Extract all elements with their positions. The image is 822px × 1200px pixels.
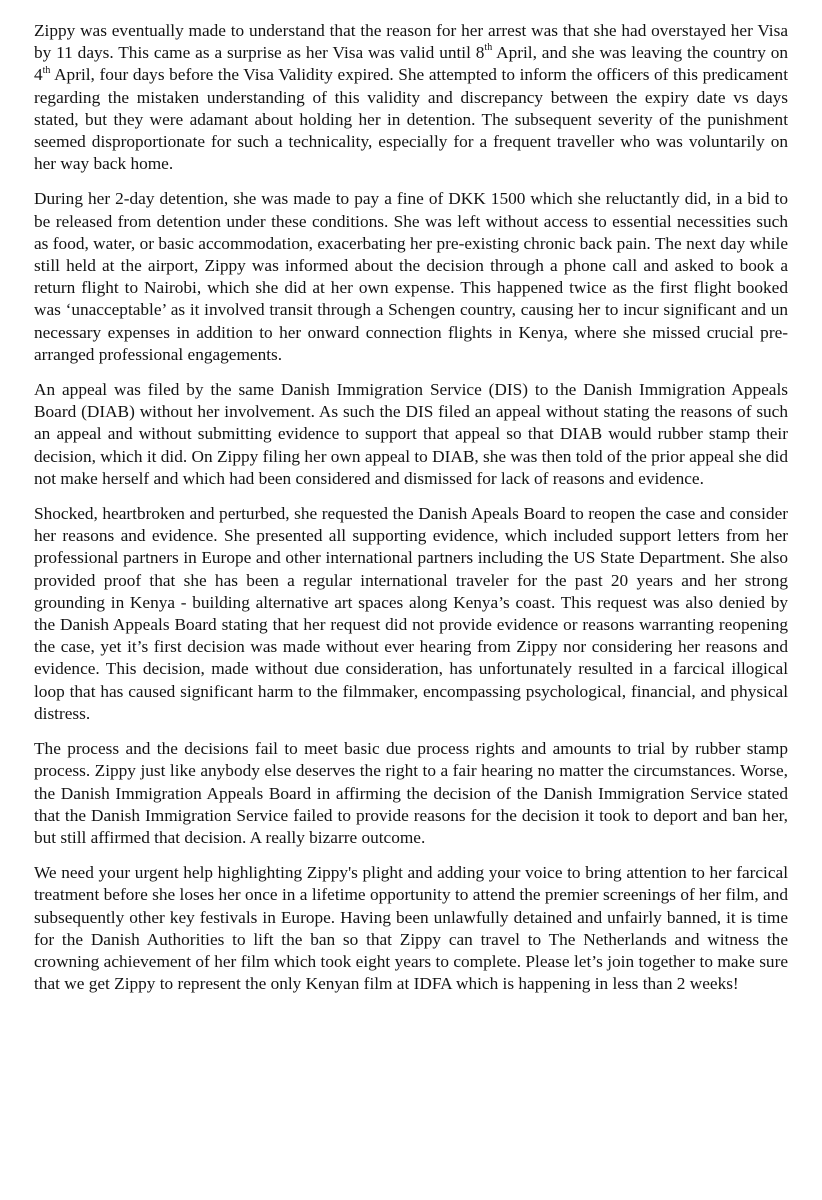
paragraph-detention: During her 2-day detention, she was made to pay a fine of DKK 1500 which she reluctantly did, in a bid to be released from detention under these conditions. She was left without access to essential necessities such as food, water, or basic accommodation, exacerbating her pre-existing chronic back pain. The next day while still held at the airport, Zippy was informed about the decision through a phone call and asked to book a return flight to Nairobi, which she did at her own expense. This happened twice as the first flight booked was ‘unacceptable’ as it involved transit through a Schengen country, causing her to incur significant and un necessary expenses in addition to her onward connection flights in Kenya, where she missed crucial pre-arranged professional engagements. xyxy=(34,189,788,364)
paragraph-reopen-request: Shocked, heartbroken and perturbed, she requested the Danish Apeals Board to reopen the case and consider her reasons and evidence. She presented all supporting evidence, which included support letters from her professional partners in Europe and other international partners including the US State Department. She also provided proof that she has been a regular international traveler for the past 20 years and her strong grounding in Kenya - building alternative art spaces along Kenya’s coast. This request was also denied by the Danish Appeals Board stating that her request did not provide evidence or reasons warranting reopening the case, yet it’s first decision was made without ever hearing from Zippy nor considering her reasons and evidence. This decision, made without due consideration, has unfortunately resulted in a farcical illogical loop that has caused significant harm to the filmmaker, encompassing psychological, financial, and physical distress. xyxy=(34,504,788,723)
paragraph-call-to-action: We need your urgent help highlighting Zippy's plight and adding your voice to bring attention to her farcical treatment before she loses her once in a lifetime opportunity to attend the premier screenings of her film, and subsequently other key festivals in Europe. Having been unlawfully detained and unfairly banned, it is time for the Danish Authorities to lift the ban so that Zippy can travel to The Netherlands and witness the crowning achievement of her film which took eight years to complete. Please let’s join together to make sure that we get Zippy to represent the only Kenyan film at IDFA which is happening in less than 2 weeks! xyxy=(34,863,788,994)
paragraph-appeal: An appeal was filed by the same Danish Immigration Service (DIS) to the Danish Immigration Appeals Board (DIAB) without her involvement. As such the DIS filed an appeal without stating the reasons of such an appeal and without submitting evidence to support that appeal so that DIAB would rubber stamp their decision, which it did. On Zippy filing her own appeal to DIAB, she was then told of the prior appeal she did not make herself and which had been considered and dismissed for lack of reasons and evidence. xyxy=(34,380,788,488)
ordinal-suffix: th xyxy=(42,64,51,76)
paragraph-text: Zippy was eventually made to understand that the reason for her arrest was that she had overstayed her Visa by 11 days. This came as a surprise as her Visa was valid until 8 xyxy=(34,21,788,63)
paragraph-arrest-reason xyxy=(34,20,788,175)
paragraph-due-process: The process and the decisions fail to meet basic due process rights and amounts to trial by rubber stamp process. Zippy just like anybody else deserves the right to a fair hearing no matter the circumstances. Worse, the Danish Immigration Appeals Board in affirming the decision of the Danish Immigration Service stated that the Danish Immigration Service failed to provide reasons for the decision it took to deport and ban her, but still affirmed that decision. A really bizarre outcome. xyxy=(34,739,788,847)
paragraph-text: April, and she was leaving the country on 4 xyxy=(34,43,788,85)
ordinal-suffix: th xyxy=(484,42,493,54)
document-body xyxy=(34,20,788,1008)
paragraph-text: April, four days before the Visa Validity expired. She attempted to inform the officers of this predicament regarding the mistaken understanding of this validity and discrepancy between the expiry date vs days stated, but they were adamant about holding her in detention. The subsequent severity of the punishment seemed disproportionate for such a technicality, especially for a frequent traveller who was voluntarily on her way back home. xyxy=(34,65,788,174)
